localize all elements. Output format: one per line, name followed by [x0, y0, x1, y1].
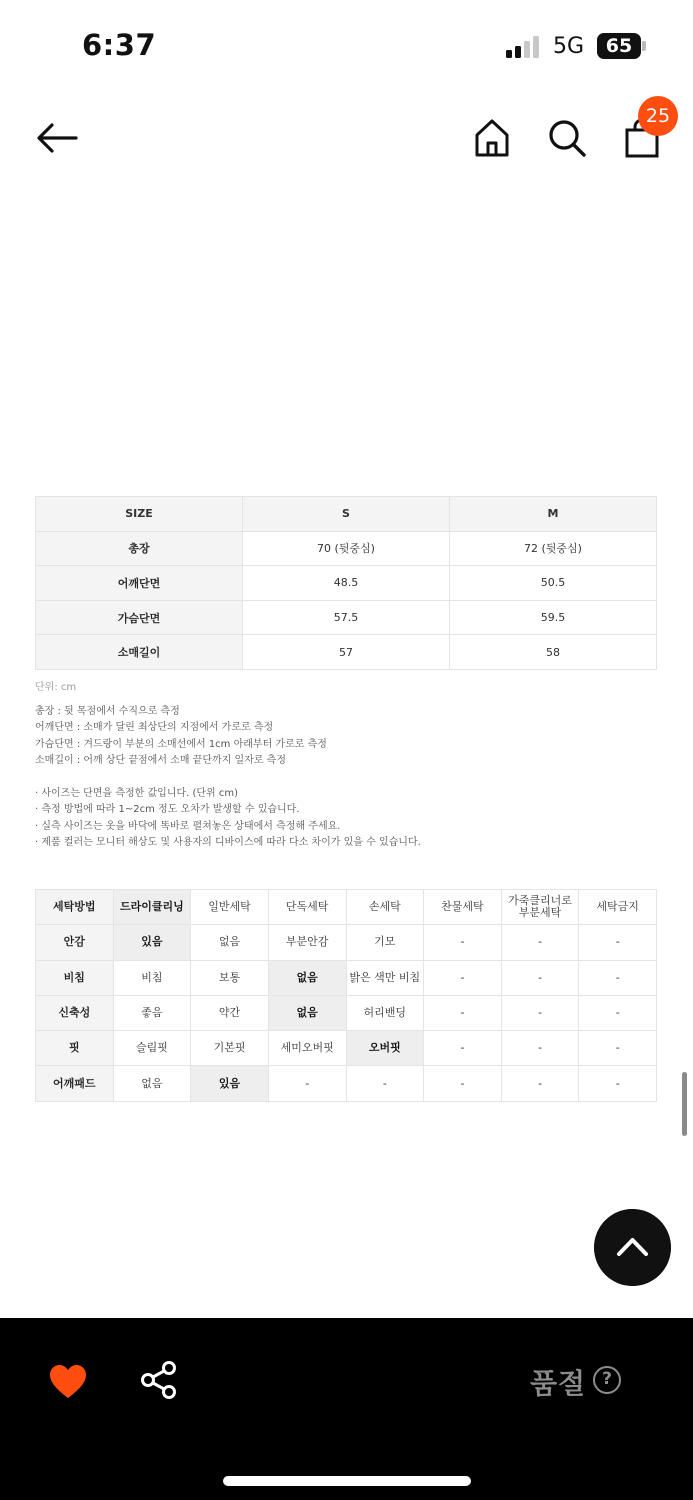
care-cell: - — [579, 1031, 657, 1066]
care-cell: 부분안감 — [268, 925, 346, 960]
size-table-header-row — [36, 497, 657, 532]
care-cell: 보통 — [191, 960, 269, 995]
measure-note: 총장 : 뒷 목점에서 수직으로 측정 — [35, 706, 180, 717]
care-cell: - — [579, 995, 657, 1030]
care-row-label: 어깨패드 — [36, 1066, 114, 1101]
size-cell: 72 (뒷중심) — [450, 531, 657, 566]
care-cell: - — [424, 1066, 502, 1101]
search-icon[interactable] — [543, 114, 591, 162]
care-row-label: 안감 — [36, 925, 114, 960]
care-cell: 가죽클리너로 부분세탁 — [501, 890, 579, 925]
table-row — [36, 635, 657, 670]
care-cell: 약간 — [191, 995, 269, 1030]
status-time: 6:37 — [82, 28, 157, 62]
care-cell: 슬림핏 — [113, 1031, 191, 1066]
care-cell: - — [501, 1066, 579, 1101]
table-row — [36, 1031, 657, 1066]
care-cell-selected: 없음 — [268, 995, 346, 1030]
care-cell: - — [501, 960, 579, 995]
size-row-label: 총장 — [36, 531, 243, 566]
size-cell: 48.5 — [243, 566, 450, 601]
size-cell: 50.5 — [450, 566, 657, 601]
cellular-signal-icon — [506, 34, 544, 58]
home-icon[interactable] — [468, 114, 516, 162]
table-row — [36, 600, 657, 635]
care-row-label: 신축성 — [36, 995, 114, 1030]
care-cell: 허리밴딩 — [346, 995, 424, 1030]
size-table — [35, 496, 657, 670]
size-header-label: SIZE — [36, 497, 243, 532]
care-row-label: 세탁방법 — [36, 890, 114, 925]
care-cell: - — [268, 1066, 346, 1101]
status-bar — [0, 0, 693, 90]
size-cell: 70 (뒷중심) — [243, 531, 450, 566]
share-icon[interactable] — [140, 1360, 178, 1400]
caution-note: · 측정 방법에 따라 1~2cm 정도 오차가 발생할 수 있습니다. — [35, 804, 300, 816]
care-cell-selected: 있음 — [191, 1066, 269, 1101]
cart-count-badge: 25 — [638, 96, 678, 136]
care-cell: - — [579, 1066, 657, 1101]
size-cell: 57 — [243, 635, 450, 670]
table-row — [36, 531, 657, 566]
care-cell: - — [424, 925, 502, 960]
measurement-notes — [35, 704, 421, 852]
care-cell: - — [501, 925, 579, 960]
table-row — [36, 925, 657, 960]
care-cell: 손세탁 — [346, 890, 424, 925]
care-cell: 기모 — [346, 925, 424, 960]
care-cell: - — [424, 995, 502, 1030]
care-cell: 없음 — [113, 1066, 191, 1101]
care-cell: - — [424, 1031, 502, 1066]
size-row-label: 소매길이 — [36, 635, 243, 670]
care-cell: 비침 — [113, 960, 191, 995]
care-cell: 찬물세탁 — [424, 890, 502, 925]
care-cell-selected: 있음 — [113, 925, 191, 960]
notes-spacer — [35, 770, 421, 786]
measure-note: 가슴단면 : 겨드랑이 부분의 소매선에서 1cm 아래부터 가로로 측정 — [35, 738, 327, 750]
table-row — [36, 1066, 657, 1101]
table-row — [36, 960, 657, 995]
care-cell: - — [501, 995, 579, 1030]
back-arrow-icon[interactable] — [32, 114, 80, 162]
size-cell: 57.5 — [243, 600, 450, 635]
size-cell: 59.5 — [450, 600, 657, 635]
care-cell: 세탁금지 — [579, 890, 657, 925]
home-indicator[interactable] — [223, 1476, 471, 1486]
care-cell: - — [579, 925, 657, 960]
app-header — [0, 90, 693, 186]
care-cell: 기본핏 — [191, 1031, 269, 1066]
bottom-action-bar — [0, 1318, 693, 1500]
care-cell: - — [501, 1031, 579, 1066]
size-header-m: M — [450, 497, 657, 532]
network-type: 5G — [553, 34, 585, 59]
care-cell-selected: 오버핏 — [346, 1031, 424, 1066]
table-row — [36, 890, 657, 925]
care-cell: 단독세탁 — [268, 890, 346, 925]
care-cell: 없음 — [191, 925, 269, 960]
size-header-s: S — [243, 497, 450, 532]
table-row — [36, 995, 657, 1030]
scroll-to-top-button[interactable] — [594, 1209, 671, 1286]
care-cell: - — [579, 960, 657, 995]
heart-icon[interactable] — [48, 1362, 88, 1402]
caution-note: · 사이즈는 단면을 측정한 값입니다. (단위 cm) — [35, 788, 239, 800]
care-cell: - — [346, 1066, 424, 1101]
care-cell: 좋음 — [113, 995, 191, 1030]
care-info-table — [35, 889, 657, 1102]
measure-note: 소매길이 : 어깨 상단 끝점에서 소매 끝단까지 일자로 측정 — [35, 755, 286, 767]
size-row-label: 어깨단면 — [36, 566, 243, 601]
care-row-label: 비침 — [36, 960, 114, 995]
care-cell: - — [424, 960, 502, 995]
care-cell-selected: 드라이클리닝 — [113, 890, 191, 925]
care-row-label: 핏 — [36, 1031, 114, 1066]
care-cell: 일반세탁 — [191, 890, 269, 925]
size-row-label: 가슴단면 — [36, 600, 243, 635]
caution-note: · 제품 컬러는 모니터 해상도 및 사용자의 디바이스에 따라 다소 차이가 있을 수 있습니다. — [35, 837, 421, 849]
battery-nub — [642, 41, 646, 51]
help-circle-icon[interactable]: ? — [593, 1366, 621, 1394]
care-cell: 세미오버핏 — [268, 1031, 346, 1066]
scroll-indicator[interactable] — [682, 1072, 687, 1136]
care-cell: 밝은 색만 비침 — [346, 960, 424, 995]
measure-note: 어깨단면 : 소매가 달린 최상단의 지점에서 가로로 측정 — [35, 722, 274, 734]
battery-icon: 65 — [597, 33, 641, 59]
size-cell: 58 — [450, 635, 657, 670]
table-row — [36, 566, 657, 601]
unit-note: 단위: cm — [35, 682, 77, 693]
soldout-label: 품절 — [530, 1367, 587, 1400]
care-cell-selected: 없음 — [268, 960, 346, 995]
caution-note: · 실측 사이즈는 옷을 바닥에 똑바로 펼쳐놓은 상태에서 측정해 주세요. — [35, 820, 341, 832]
